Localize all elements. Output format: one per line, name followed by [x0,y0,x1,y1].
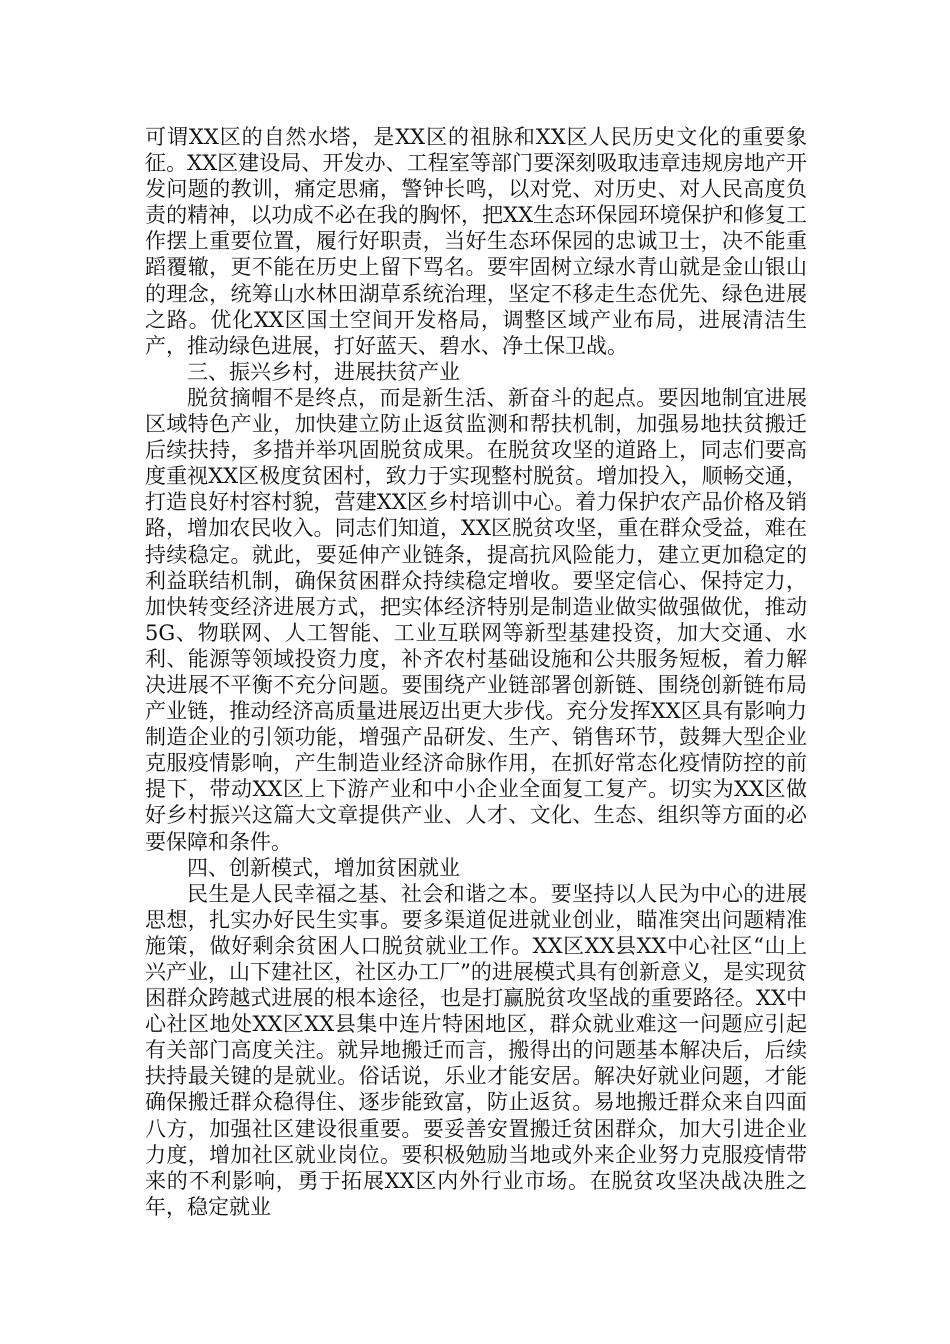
paragraph-poverty-industry: 脱贫摘帽不是终点，而是新生活、新奋斗的起点。要因地制宜进展区域特色产业，加快建立防止返贫监测和帮扶机制，加强易地扶贫搬迁后续扶持，多措并举巩固脱贫成果。在脱贫攻坚的道路上，同志们要高度重视XX区极度贫困村，致力于实现整村脱贫。增加投入，顺畅交通，打造良好村容村貌，营建XX区乡村培训中心。着力保护农产品价格及销路，增加农民收入。同志们知道，XX区脱贫攻坚，重在群众受益，难在持续稳定。就此，要延伸产业链条，提高抗风险能力，建立更加稳定的利益联结机制，确保贫困群众持续稳定增收。要坚定信心、保持定力，加快转变经济进展方式，把实体经济特别是制造业做实做强做优，推动5G、物联网、人工智能、工业互联网等新型基建投资，加大交通、水利、能源等领域投资力度，补齐农村基础设施和公共服务短板，着力解决进展不平衡不充分问题。要围绕产业链部署创新链、围绕创新链布局产业链，推动经济高质量进展迈出更大步伐。充分发挥XX区具有影响力制造企业的引领功能，增强产品研发、生产、销售环节，鼓舞大型企业克服疫情影响，产生制造业经济命脉作用，在抓好常态化疫情防控的前提下，带动XX区上下游产业和中小企业全面复工复产。切实为XX区做好乡村振兴这篇大文章提供产业、人才、文化、生态、组织等方面的必要保障和条件。 [145,385,807,854]
section-heading-rural-revitalization: 三、振兴乡村，进展扶贫产业 [187,359,460,384]
document-page [145,124,807,1220]
paragraph-ecology: 可谓XX区的自然水塔，是XX区的祖脉和XX区人民历史文化的重要象征。XX区建设局、开发办、工程室等部门要深刻吸取违章违规房地产开发问题的教训，痛定思痛，警钟长鸣，以对党、对历史、对人民高度负责的精神，以功成不必在我的胸怀，把XX生态环保园环境保护和修复工作摆上重要位置，履行好职责，当好生态环保园的忠诚卫士，决不能重蹈覆辙，更不能在历史上留下骂名。要牢固树立绿水青山就是金山银山的理念，统筹山水林田湖草系统治理，坚定不移走生态优先、绿色进展之路。优化XX区国土空间开发格局，调整区域产业布局，进展清洁生产，推动绿色进展，打好蓝天、碧水、净土保卫战。 [145,125,807,358]
paragraph-employment: 民生是人民幸福之基、社会和谐之本。要坚持以人民为中心的进展思想，扎实办好民生实事。要多渠道促进就业创业，瞄准突出问题精准施策，做好剩余贫困人口脱贫就业工作。XX区XX县XX中心社区“山上兴产业，山下建社区，社区办工厂”的进展模式具有创新意义，是实现贫困群众跨越式进展的根本途径，也是打赢脱贫攻坚战的重要路径。XX中心社区地处XX区XX县集中连片特困地区，群众就业难这一问题应引起有关部门高度关注。就异地搬迁而言，搬得出的问题基本解决后，后续扶持最关键的是就业。俗话说，乐业才能安居。解决好就业问题，才能确保搬迁群众稳得住、逐步能致富，防止返贫。易地搬迁群众来自四面八方，加强社区建设很重要。要妥善安置搬迁贫困群众，加大引进企业力度，增加社区就业岗位。要积极勉励当地或外来企业努力克服疫情带来的不利影响，勇于拓展XX区内外行业市场。在脱贫攻坚决战决胜之年，稳定就业 [145,881,807,1219]
section-heading-employment: 四、创新模式，增加贫困就业 [187,855,460,880]
